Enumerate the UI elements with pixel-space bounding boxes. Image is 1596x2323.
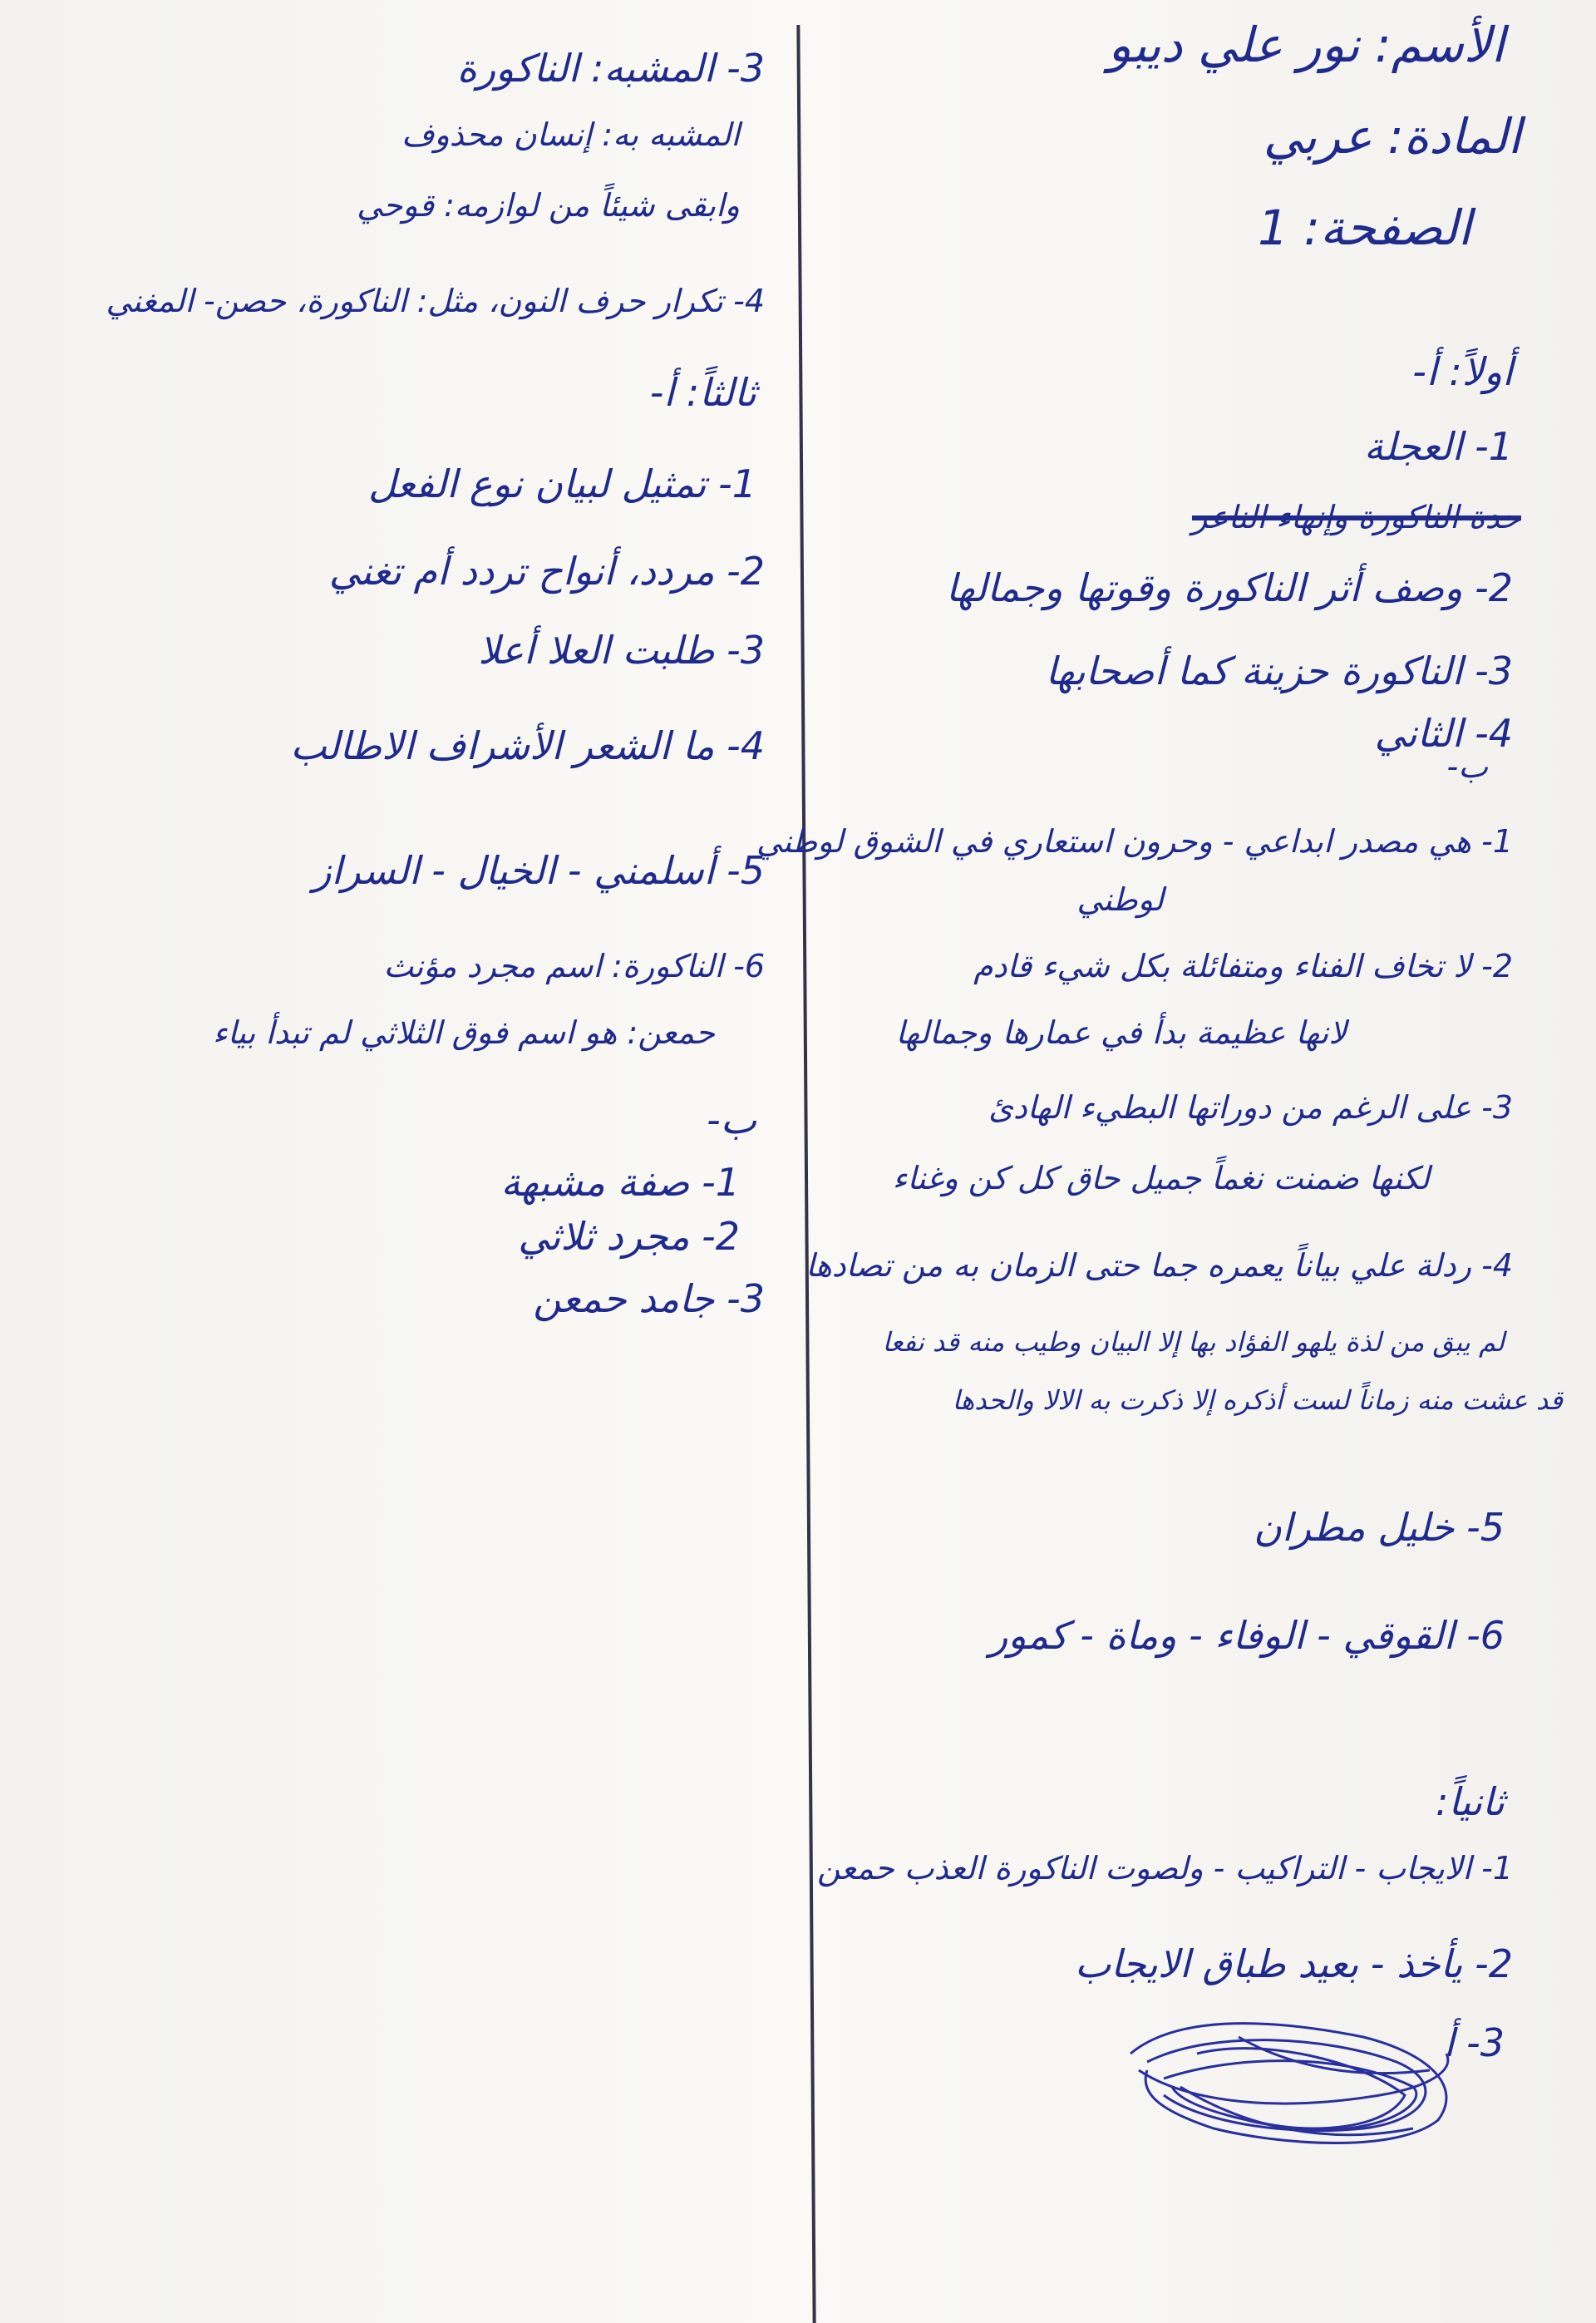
- answer-3a-1: 1- تمثيل لبيان نوع الفعل: [367, 461, 756, 506]
- section-3a: ثالثاً: أ-: [649, 370, 756, 415]
- page-number: الصفحة: 1: [1258, 200, 1471, 256]
- verse-1: لم يبق من لذة يلهو الفؤاد بها إلا البيان وطيب منه قد نفعا: [882, 1326, 1505, 1358]
- answer-rb-3b: لكنها ضمنت نغماً جميل حاق كل كن وغناء: [892, 1160, 1430, 1196]
- answer-3b-3: 3- جامد حمعن: [533, 1276, 765, 1321]
- answer-l-3: 3- المشبه: الناكورة: [456, 46, 765, 91]
- answer-rb-2: 2- لا تخاف الفناء ومتفائلة بكل شيء قادم: [973, 948, 1513, 984]
- answer-r-4: 4- الثاني: [1374, 711, 1513, 756]
- subject: المادة: عربي: [1263, 108, 1521, 165]
- verse-2: قد عشت منه زماناً لست أذكره إلا ذكرت به الالا والحدها: [952, 1384, 1563, 1416]
- answer-3a-6: 6- الناكورة: اسم مجرد مؤنث: [383, 948, 765, 984]
- answer-rb-3: 3- على الرغم من دوراتها البطيء الهادئ: [988, 1089, 1513, 1126]
- answer-2-2: 2- يأخذ - بعيد طباق الايجاب: [1074, 1941, 1513, 1986]
- scribble-mark: [1114, 2004, 1480, 2162]
- answer-3a-3: 3- طلبت العلا أعلا: [478, 628, 765, 673]
- section-3b: ب-: [707, 1097, 756, 1142]
- answer-rb-1: 1- هي مصدر ابداعي - وحرون استعاري في الشوق لوطني: [756, 823, 1513, 860]
- answer-l-3a: المشبه به: إنسان محذوف: [401, 116, 740, 153]
- answer-l-4: 4- تكرار حرف النون، مثل: الناكورة، حصن- المغني: [106, 283, 765, 319]
- answer-l-3b: وابقى شيئاً من لوازمه: قوحي: [357, 187, 740, 224]
- answer-rb-2b: لانها عظيمة بدأ في عمارها وجمالها: [895, 1014, 1347, 1051]
- answer-3a-2: 2- مردد، أنواح تردد أم تغني: [328, 549, 765, 594]
- answer-rb-4: 4- ردلة علي بياناً يعمره جما حتى الزمان به من تصادها: [805, 1247, 1513, 1284]
- answer-2-1: 1- الايجاب - التراكيب - ولصوت الناكورة العذب حمعن: [817, 1850, 1513, 1887]
- answer-2-3: 3- أ: [1443, 2020, 1505, 2065]
- answer-3a-6b: حمعن: هو اسم فوق الثلاثي لم تبدأ بياء: [212, 1014, 715, 1051]
- answer-r-2: 2- وصف أثر الناكورة وقوتها وجمالها: [946, 565, 1513, 610]
- section-1b: ب-: [1446, 748, 1488, 785]
- answer-r-3: 3- الناكورة حزينة كما أصحابها: [1045, 649, 1513, 693]
- answer-rb-1b: لوطني: [1076, 881, 1164, 918]
- section-2: ثانياً:: [1435, 1779, 1505, 1824]
- answer-3b-2: 2- مجرد ثلاثي: [518, 1214, 740, 1259]
- answer-r-1: 1- العجلة: [1363, 424, 1513, 469]
- answer-3a-4: 4- ما الشعر الأشراف الاطالب: [290, 723, 765, 768]
- answer-rb-6: 6- القوقي - الوفاء - وماة - كمور: [989, 1613, 1505, 1658]
- answer-3b-1: 1- صفة مشبهة: [500, 1160, 740, 1205]
- answer-rb-5: 5- خليل مطران: [1254, 1505, 1505, 1550]
- section-1a: أولاً: أ-: [1412, 349, 1513, 394]
- student-name: الأسم: نور علي ديبو: [1108, 17, 1505, 73]
- answer-3a-5: 5- أسلمني - الخيال - السراز: [313, 848, 765, 893]
- struck-line: حدة الناكورة وإنهاء الناعر: [1191, 499, 1521, 535]
